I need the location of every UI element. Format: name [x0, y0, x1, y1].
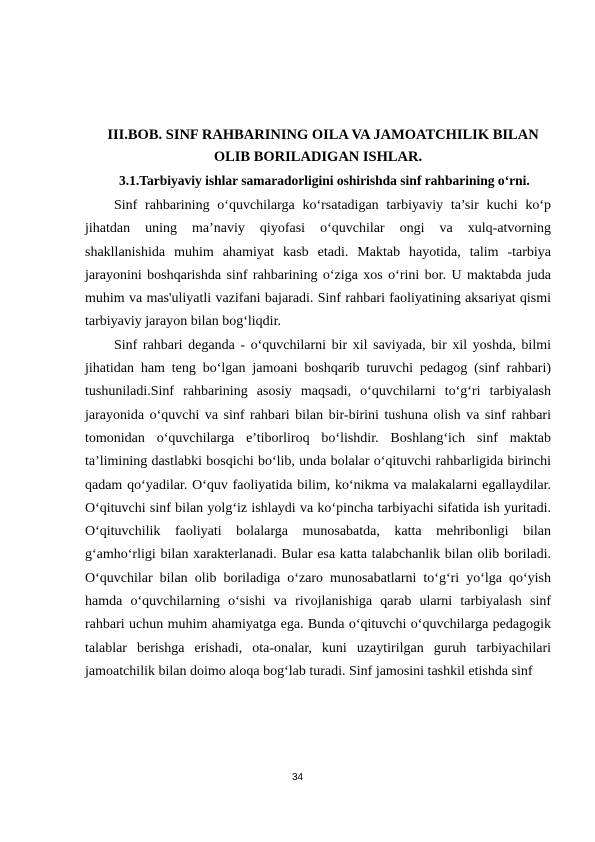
page-number: 34: [291, 772, 304, 783]
section-title: 3.1.Tarbiyaviy ishlar samaradorligini oshirishda sinf rahbarining o‘rni.: [119, 173, 530, 188]
page-body: [85, 124, 551, 683]
chapter-title: III.BOB. SINF RAHBARINING OILA VA JAMOATCHILIK BILAN OLIB BORILADIGAN ISHLAR.: [107, 127, 539, 165]
paragraph-1: Sinf rahbarining o‘quvchilarga ko‘rsatadigan tarbiyaviy ta’sir kuchi ko‘p jihatdan uning ma’naviy qiyofasi o‘quvchilar ongi va xulq-atvorning shakllanishida muhim ahamiyat kasb etadi. Maktab hayotida, talim -tarbiya jarayonini boshqarishda sinf rahbarining o‘ziga xos o‘rini bor. U maktabda juda muhim va mas'uliyatli vazifani bajaradi. Sinf rahbari faoliyatining aksariyat qismi tarbiyaviy jarayon bilan bog‘liqdir.: [85, 198, 551, 330]
paragraph-2: Sinf rahbari deganda - o‘quvchilarni bir xil saviyada, bir xil yoshda, bilmi jihatidan ham teng bo‘lgan jamoani boshqarib turuvchi pedagog (sinf rahbari) tushuniladi.Sinf rahbarining asosiy maqsadi, o‘quvchilarni to‘g‘ri tarbiyalash jarayonida o‘quvchi va sinf rahbari bilan bir-birini tushuna olish va sinf rahbari tomonidan o‘quvchilarga e’tiborliroq bo‘lishdir. Boshlang‘ich sinf maktab ta’limining dastlabki bosqichi bo‘lib, unda bolalar o‘qituvchi rahbarligida birinchi qadam qo‘yadilar. O‘quv faoliyatida bilim, ko‘nikma va malakalarni egallaydilar. O‘qituvchi sinf bilan yolg‘iz ishlaydi va ko‘pincha tarbiyachi sifatida ish yuritadi. O‘qituvchilik faoliyati bolalarga munosabatda, katta mehribonligi bilan g‘amho‘rligi bilan xarakterlanadi. Bular esa katta talabchanlik bilan olib boriladi. O‘quvchilar bilan olib boriladiga o‘zaro munosabatlarni to‘g‘ri yo‘lga qo‘yish hamda o‘quvchilarning o‘sishi va rivojlanishiga qarab ularni tarbiyalash sinf rahbari uchun muhim ahamiyatga ega. Bunda o‘qituvchi o‘quvchilarga pedagogik talablar berishga erishadi, ota-onalar, kuni uzaytirilgan guruh tarbiyachilari jamoatchilik bilan doimo aloqa bog‘lab turadi. Sinf jamosini tashkil etishda sinf: [85, 337, 551, 679]
